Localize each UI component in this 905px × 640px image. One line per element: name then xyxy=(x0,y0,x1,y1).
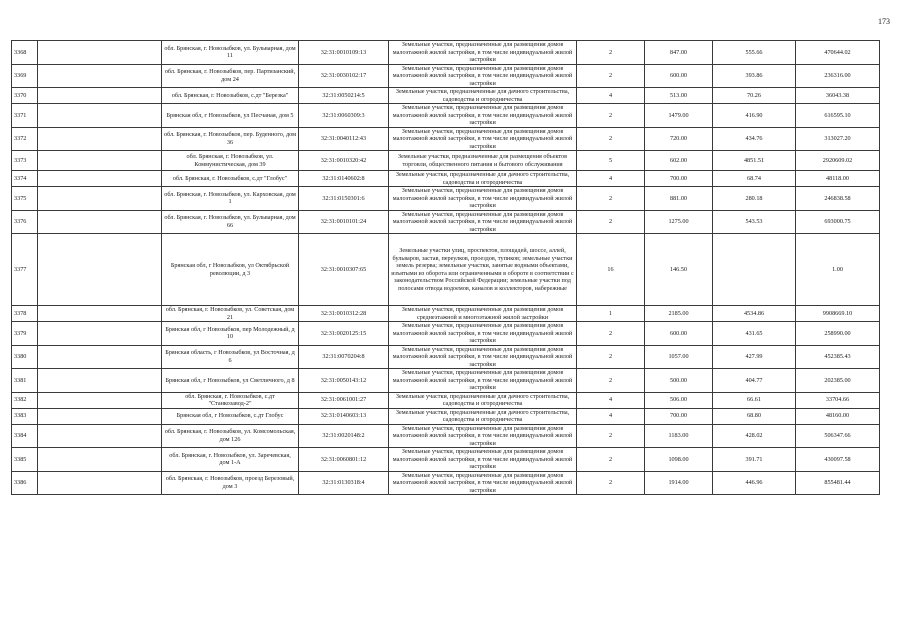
table-row xyxy=(12,41,880,65)
address-cell: обл. Брянская, г. Новозыбков, ул. Советская, дом 21 xyxy=(162,306,299,322)
land-use-cell: Земельные участки, предназначенные для размещения домов среднеэтажной и многоэтажной жилой застройки xyxy=(389,306,577,322)
row-number: 3381 xyxy=(12,369,38,393)
page-number: 173 xyxy=(878,17,890,26)
table-row xyxy=(12,369,880,393)
row-number: 3386 xyxy=(12,471,38,495)
land-use-cell: Земельные участки, предназначенные для размещения домов малоэтажной жилой застройки, в том числе индивидуальной жилой застройки xyxy=(389,322,577,346)
table-row xyxy=(12,408,880,424)
address-cell: обл. Брянская, г. Новозыбков, ул. Комсомольская, дом 126 xyxy=(162,424,299,448)
specific-value-cell: 416.90 xyxy=(713,104,796,128)
table-row xyxy=(12,171,880,187)
address-cell: Брянская обл, г Новозыбков, ул Светличного, д 8 xyxy=(162,369,299,393)
row-number: 3369 xyxy=(12,64,38,88)
address-cell: обл. Брянская, г. Новозыбков, ул. Заречевская, дом 1-А xyxy=(162,448,299,472)
specific-value-cell: 427.99 xyxy=(713,345,796,369)
address-cell: обл. Брянская, г. Новозыбков, ул. Коммунистическая, дом 39 xyxy=(162,151,299,171)
area-cell: 720.00 xyxy=(645,127,713,151)
table-row xyxy=(12,424,880,448)
cadastral-number-cell: 32:31:0010307:65 xyxy=(299,234,389,306)
use-group-cell: 4 xyxy=(577,392,645,408)
address-cell: обл. Брянская, г. Новозыбков, ул. Бульварная, дом 11 xyxy=(162,41,299,65)
specific-value-cell: 70.26 xyxy=(713,88,796,104)
cadastral-value-cell: 2920609.02 xyxy=(796,151,880,171)
area-cell: 2185.00 xyxy=(645,306,713,322)
row-number: 3374 xyxy=(12,171,38,187)
blank-cell xyxy=(38,322,162,346)
blank-cell xyxy=(38,64,162,88)
cadastral-number-cell: 32:31:0130318:4 xyxy=(299,471,389,495)
blank-cell xyxy=(38,210,162,234)
cadastral-value-cell: 9908669.10 xyxy=(796,306,880,322)
area-cell: 1914.00 xyxy=(645,471,713,495)
land-use-cell: Земельные участки, предназначенные для дачного строительства, садоводства и огородничества xyxy=(389,171,577,187)
row-number: 3372 xyxy=(12,127,38,151)
area-cell: 500.00 xyxy=(645,369,713,393)
row-number: 3370 xyxy=(12,88,38,104)
use-group-cell: 2 xyxy=(577,41,645,65)
blank-cell xyxy=(38,187,162,211)
land-use-cell: Земельные участки, предназначенные для размещения домов малоэтажной жилой застройки, в том числе индивидуальной жилой застройки xyxy=(389,187,577,211)
area-cell: 881.00 xyxy=(645,187,713,211)
area-cell: 700.00 xyxy=(645,171,713,187)
use-group-cell: 2 xyxy=(577,104,645,128)
area-cell: 1479.00 xyxy=(645,104,713,128)
address-cell: Брянская область, г Новозыбков, ул Восточная, д 6 xyxy=(162,345,299,369)
cadastral-value-cell: 855481.44 xyxy=(796,471,880,495)
specific-value-cell: 68.80 xyxy=(713,408,796,424)
specific-value-cell: 434.76 xyxy=(713,127,796,151)
cadastral-number-cell: 32:31:0010312:28 xyxy=(299,306,389,322)
cadastral-value-cell: 693000.75 xyxy=(796,210,880,234)
address-cell: обл. Брянская, г. Новозыбков, ул. Карховская, дом 1 xyxy=(162,187,299,211)
use-group-cell: 2 xyxy=(577,471,645,495)
specific-value-cell: 391.71 xyxy=(713,448,796,472)
address-cell: обл. Брянская, г. Новозыбков, с.дт "Глобус" xyxy=(162,171,299,187)
cadastral-value-cell: 616595.10 xyxy=(796,104,880,128)
row-number: 3378 xyxy=(12,306,38,322)
specific-value-cell: 68.74 xyxy=(713,171,796,187)
specific-value-cell: 555.66 xyxy=(713,41,796,65)
use-group-cell: 2 xyxy=(577,448,645,472)
row-number: 3385 xyxy=(12,448,38,472)
land-use-cell: Земельные участки, предназначенные для размещения домов малоэтажной жилой застройки, в том числе индивидуальной жилой застройки xyxy=(389,448,577,472)
land-use-cell: Земельные участки, предназначенные для размещения домов малоэтажной жилой застройки, в том числе индивидуальной жилой застройки xyxy=(389,127,577,151)
cadastral-value-cell: 470644.02 xyxy=(796,41,880,65)
area-cell: 600.00 xyxy=(645,64,713,88)
cadastral-number-cell: 32:31:0070204:8 xyxy=(299,345,389,369)
table-row xyxy=(12,64,880,88)
address-cell: обл. Брянская, г. Новозыбков, пер. Буденного, дом 36 xyxy=(162,127,299,151)
area-cell: 847.00 xyxy=(645,41,713,65)
row-number: 3380 xyxy=(12,345,38,369)
use-group-cell: 5 xyxy=(577,151,645,171)
cadastral-number-cell: 32:31:0030102:17 xyxy=(299,64,389,88)
use-group-cell: 2 xyxy=(577,322,645,346)
specific-value-cell: 428.02 xyxy=(713,424,796,448)
blank-cell xyxy=(38,171,162,187)
cadastral-number-cell: 32:31:0050214:5 xyxy=(299,88,389,104)
land-use-cell: Земельные участки, предназначенные для размещения домов малоэтажной жилой застройки, в том числе индивидуальной жилой застройки xyxy=(389,369,577,393)
table-row xyxy=(12,187,880,211)
blank-cell xyxy=(38,88,162,104)
use-group-cell: 2 xyxy=(577,64,645,88)
land-use-cell: Земельные участки, предназначенные для размещения домов малоэтажной жилой застройки, в том числе индивидуальной жилой застройки xyxy=(389,41,577,65)
blank-cell xyxy=(38,392,162,408)
blank-cell xyxy=(38,306,162,322)
land-use-cell: Земельные участки, предназначенные для размещения домов малоэтажной жилой застройки, в том числе индивидуальной жилой застройки xyxy=(389,471,577,495)
cadastral-number-cell: 32:31:0060801:12 xyxy=(299,448,389,472)
address-cell: Брянская обл, г Новозыбков, пер Молодежный, д 10 xyxy=(162,322,299,346)
row-number: 3384 xyxy=(12,424,38,448)
address-cell: обл. Брянская, г. Новозыбков, с.дт "Станкозавод-2" xyxy=(162,392,299,408)
cadastral-value-table xyxy=(11,40,880,495)
blank-cell xyxy=(38,448,162,472)
blank-cell xyxy=(38,127,162,151)
table-row xyxy=(12,88,880,104)
row-number: 3368 xyxy=(12,41,38,65)
specific-value-cell: 4851.51 xyxy=(713,151,796,171)
cadastral-number-cell: 32:31:0150301:6 xyxy=(299,187,389,211)
specific-value-cell: 543.53 xyxy=(713,210,796,234)
cadastral-number-cell: 32:31:0020125:15 xyxy=(299,322,389,346)
blank-cell xyxy=(38,345,162,369)
use-group-cell: 2 xyxy=(577,187,645,211)
table-row xyxy=(12,392,880,408)
row-number: 3373 xyxy=(12,151,38,171)
row-number: 3377 xyxy=(12,234,38,306)
cadastral-number-cell: 32:31:0040112:43 xyxy=(299,127,389,151)
land-use-cell: Земельные участки, предназначенные для дачного строительства, садоводства и огородничества xyxy=(389,88,577,104)
row-number: 3376 xyxy=(12,210,38,234)
cadastral-number-cell: 32:31:0140603:13 xyxy=(299,408,389,424)
table-row xyxy=(12,210,880,234)
address-cell: Брянская обл, г Новозыбков, с.дт Глобус xyxy=(162,408,299,424)
land-use-cell: Земельные участки, предназначенные для размещения домов малоэтажной жилой застройки, в том числе индивидуальной жилой застройки xyxy=(389,64,577,88)
specific-value-cell: 66.61 xyxy=(713,392,796,408)
specific-value-cell: 4534.86 xyxy=(713,306,796,322)
table-row xyxy=(12,234,880,306)
area-cell: 513.00 xyxy=(645,88,713,104)
blank-cell xyxy=(38,104,162,128)
cadastral-number-cell: 32:31:0050143:12 xyxy=(299,369,389,393)
blank-cell xyxy=(38,151,162,171)
land-use-cell: Земельные участки, предназначенные для дачного строительства, садоводства и огородничества xyxy=(389,392,577,408)
row-number: 3375 xyxy=(12,187,38,211)
cadastral-value-cell: 236316.00 xyxy=(796,64,880,88)
cadastral-number-cell: 32:31:0010101:24 xyxy=(299,210,389,234)
specific-value-cell: 280.18 xyxy=(713,187,796,211)
cadastral-value-cell: 313027.20 xyxy=(796,127,880,151)
cadastral-value-cell: 48118.00 xyxy=(796,171,880,187)
table-row xyxy=(12,448,880,472)
land-use-cell: Земельные участки, предназначенные для размещения объектов торговли, общественного питания и бытового обслуживания xyxy=(389,151,577,171)
cadastral-number-cell: 32:31:0140602:8 xyxy=(299,171,389,187)
cadastral-value-cell: 452385.43 xyxy=(796,345,880,369)
cadastral-number-cell: 32:31:0060309:3 xyxy=(299,104,389,128)
blank-cell xyxy=(38,41,162,65)
land-use-cell: Земельные участки улиц, проспектов, площадей, шоссе, аллей, бульваров, застав, переулков, проездов, тупиков; земельные участки земель резерва; земельные участки, занятые водными объектами, изъятыми из оборота или ограниченными в обороте в соответствии с законодательством Российской Федерации; земельные участки под полосами отвода водоемов, каналов и коллекторов, набережные xyxy=(389,234,577,306)
cadastral-value-cell: 48160.00 xyxy=(796,408,880,424)
address-cell: Брянская обл, г Новозыбков, ул Песчаная, дом 5 xyxy=(162,104,299,128)
area-cell: 506.00 xyxy=(645,392,713,408)
cadastral-number-cell: 32:31:0010109:13 xyxy=(299,41,389,65)
area-cell: 1057.00 xyxy=(645,345,713,369)
address-cell: Брянская обл, г Новозыбков, ул Октябрьской революции, д 3 xyxy=(162,234,299,306)
blank-cell xyxy=(38,369,162,393)
cadastral-value-cell: 246838.58 xyxy=(796,187,880,211)
land-use-cell: Земельные участки, предназначенные для дачного строительства, садоводства и огородничества xyxy=(389,408,577,424)
use-group-cell: 2 xyxy=(577,424,645,448)
area-cell: 700.00 xyxy=(645,408,713,424)
blank-cell xyxy=(38,408,162,424)
cadastral-number-cell: 32:31:0010320:42 xyxy=(299,151,389,171)
table-row xyxy=(12,151,880,171)
address-cell: обл. Брянская, г. Новозыбков, с.дт "Березка" xyxy=(162,88,299,104)
specific-value-cell: 431.65 xyxy=(713,322,796,346)
address-cell: обл. Брянская, г. Новозыбков, ул. Бульварная, дом 66 xyxy=(162,210,299,234)
land-use-cell: Земельные участки, предназначенные для размещения домов малоэтажной жилой застройки, в том числе индивидуальной жилой застройки xyxy=(389,104,577,128)
table-row xyxy=(12,104,880,128)
use-group-cell: 4 xyxy=(577,88,645,104)
area-cell: 1275.00 xyxy=(645,210,713,234)
blank-cell xyxy=(38,471,162,495)
row-number: 3382 xyxy=(12,392,38,408)
table-row xyxy=(12,345,880,369)
blank-cell xyxy=(38,234,162,306)
row-number: 3383 xyxy=(12,408,38,424)
table-row xyxy=(12,306,880,322)
use-group-cell: 4 xyxy=(577,171,645,187)
row-number: 3371 xyxy=(12,104,38,128)
land-use-cell: Земельные участки, предназначенные для размещения домов малоэтажной жилой застройки, в том числе индивидуальной жилой застройки xyxy=(389,210,577,234)
use-group-cell: 16 xyxy=(577,234,645,306)
area-cell: 1098.00 xyxy=(645,448,713,472)
area-cell: 1183.00 xyxy=(645,424,713,448)
specific-value-cell xyxy=(713,234,796,306)
use-group-cell: 1 xyxy=(577,306,645,322)
address-cell: обл. Брянская, г. Новозыбков, проезд Березовый, дом 3 xyxy=(162,471,299,495)
cadastral-value-cell: 258990.00 xyxy=(796,322,880,346)
land-use-cell: Земельные участки, предназначенные для размещения домов малоэтажной жилой застройки, в том числе индивидуальной жилой застройки xyxy=(389,424,577,448)
cadastral-value-cell: 36043.38 xyxy=(796,88,880,104)
row-number: 3379 xyxy=(12,322,38,346)
use-group-cell: 2 xyxy=(577,369,645,393)
use-group-cell: 2 xyxy=(577,127,645,151)
area-cell: 602.00 xyxy=(645,151,713,171)
land-use-cell: Земельные участки, предназначенные для размещения домов малоэтажной жилой застройки, в том числе индивидуальной жилой застройки xyxy=(389,345,577,369)
area-cell: 146.50 xyxy=(645,234,713,306)
use-group-cell: 2 xyxy=(577,210,645,234)
cadastral-number-cell: 32:31:0020148:2 xyxy=(299,424,389,448)
cadastral-value-cell: 33704.66 xyxy=(796,392,880,408)
use-group-cell: 2 xyxy=(577,345,645,369)
cadastral-value-cell: 430097.58 xyxy=(796,448,880,472)
specific-value-cell: 446.96 xyxy=(713,471,796,495)
address-cell: обл. Брянская, г. Новозыбков, пер. Партизанский, дом 24 xyxy=(162,64,299,88)
cadastral-value-cell: 202385.00 xyxy=(796,369,880,393)
table-row xyxy=(12,322,880,346)
specific-value-cell: 404.77 xyxy=(713,369,796,393)
cadastral-value-cell: 506347.66 xyxy=(796,424,880,448)
area-cell: 600.00 xyxy=(645,322,713,346)
cadastral-value-cell: 1.00 xyxy=(796,234,880,306)
specific-value-cell: 393.86 xyxy=(713,64,796,88)
table-row xyxy=(12,127,880,151)
table-row xyxy=(12,471,880,495)
blank-cell xyxy=(38,424,162,448)
cadastral-number-cell: 32:31:0061001:27 xyxy=(299,392,389,408)
use-group-cell: 4 xyxy=(577,408,645,424)
